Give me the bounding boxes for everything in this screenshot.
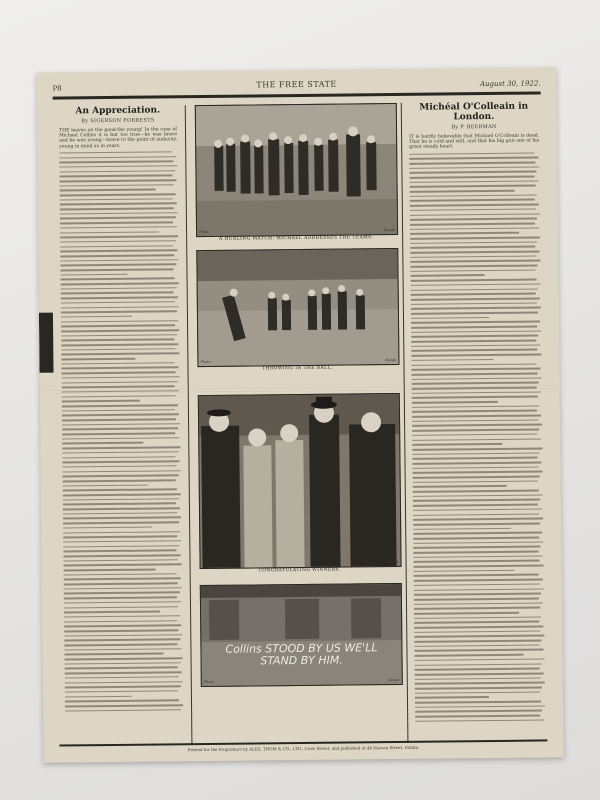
wall-slogan: Collins STOOD BY US WE'LL STAND BY HIM.: [225, 641, 378, 668]
photo-congratulating-winners: [198, 393, 402, 569]
text-line: [412, 387, 537, 390]
text-line: [60, 212, 178, 215]
text-line: [61, 367, 178, 370]
text-line: [61, 358, 135, 360]
text-line: [61, 325, 175, 328]
text-line: [413, 551, 538, 554]
text-line: [62, 456, 175, 459]
text-line: [410, 232, 519, 235]
text-line: [414, 597, 539, 600]
text-line: [65, 685, 181, 688]
text-line: [64, 601, 181, 604]
text-line: [63, 540, 181, 543]
photo-credit: Photo: [200, 359, 211, 365]
text-line: [413, 541, 543, 544]
text-line: [61, 353, 179, 356]
text-line: [412, 433, 537, 436]
text-line: [411, 297, 540, 300]
text-line: [61, 287, 177, 290]
text-line: [414, 630, 540, 633]
text-line: [412, 424, 542, 427]
text-line: [65, 676, 179, 679]
text-line: [60, 189, 156, 192]
text-line: [63, 465, 177, 468]
right-article-body: [409, 152, 545, 722]
photo-credit: Keogh: [388, 677, 400, 683]
text-line: [413, 522, 540, 525]
text-line: [413, 466, 539, 469]
text-line: [64, 582, 178, 585]
text-line: [414, 560, 540, 563]
text-line: [61, 320, 178, 323]
text-line: [63, 489, 177, 492]
text-line: [410, 241, 537, 244]
text-line: [412, 391, 541, 394]
text-line: [65, 657, 183, 660]
text-line: [62, 409, 175, 412]
text-line: [410, 260, 540, 263]
text-line: [61, 334, 177, 337]
text-line: [413, 546, 540, 549]
text-line: [415, 654, 524, 657]
text-line: [414, 621, 539, 624]
text-line: [61, 316, 132, 318]
text-line: [410, 208, 536, 211]
text-line: [414, 565, 544, 568]
text-line: [65, 690, 178, 693]
text-line: [409, 166, 539, 169]
text-line: [411, 288, 538, 291]
text-line: [64, 634, 182, 637]
text-line: [60, 179, 177, 182]
text-line: [414, 649, 543, 652]
text-line: [409, 171, 536, 174]
text-line: [65, 695, 132, 697]
text-line: [60, 221, 173, 224]
text-line: [413, 504, 538, 507]
text-line: [411, 317, 489, 319]
text-line: [414, 593, 541, 596]
text-line: [415, 686, 542, 689]
text-line: [65, 700, 179, 703]
text-line: [412, 405, 539, 408]
text-line: [59, 151, 172, 154]
text-line: [60, 217, 176, 220]
text-line: [62, 437, 179, 440]
text-line: [413, 461, 542, 464]
text-line: [64, 606, 178, 609]
text-line: [63, 503, 176, 506]
text-line: [61, 343, 178, 346]
text-line: [412, 452, 539, 455]
text-line: [62, 418, 176, 421]
text-line: [64, 615, 180, 618]
text-line: [62, 404, 178, 407]
text-line: [412, 447, 542, 450]
photo-credit: Keogh: [385, 357, 397, 363]
text-line: [62, 395, 176, 398]
text-line: [412, 401, 498, 403]
newspaper-page: [36, 67, 563, 762]
photo-throwing-ball: [196, 248, 399, 367]
text-line: [59, 170, 175, 173]
text-line: [413, 555, 542, 558]
photo-caption: A HURLING MATCH: MICHAEL ADDRESSES THE TEAMS.: [218, 235, 374, 242]
text-line: [415, 701, 541, 704]
text-line: [413, 471, 543, 474]
text-line: [60, 250, 177, 253]
text-line: [63, 535, 177, 538]
text-line: [64, 569, 156, 572]
text-line: [411, 340, 536, 343]
left-article-opening: THE leaves on the good-the young! In the case of Michael Collins it is but too true—he was brave and he was young—brave to the point of audacity, young in mind as in years.: [58, 127, 178, 150]
text-line: [415, 658, 545, 661]
text-line: [64, 653, 163, 656]
text-line: [63, 526, 152, 529]
photo-caption: CONGRATULATING WINNERS.: [258, 567, 341, 574]
text-line: [413, 490, 539, 493]
text-line: [412, 415, 541, 418]
text-line: [409, 152, 534, 155]
text-line: [410, 255, 536, 258]
text-line: [60, 207, 174, 210]
text-line: [63, 521, 179, 524]
text-line: [410, 194, 537, 197]
text-line: [59, 160, 173, 163]
text-line: [411, 344, 540, 347]
text-line: [410, 246, 535, 249]
text-line: [413, 518, 543, 521]
text-line: [63, 498, 179, 501]
text-line: [64, 592, 180, 595]
issue-date: August 30, 1922.: [479, 79, 541, 89]
text-line: [413, 536, 539, 539]
text-line: [412, 382, 539, 385]
text-line: [412, 438, 541, 441]
text-line: [411, 354, 541, 357]
text-line: [414, 579, 543, 582]
text-line: [413, 513, 539, 516]
text-line: [62, 428, 178, 431]
text-line: [415, 672, 544, 675]
text-line: [60, 198, 173, 201]
text-line: [63, 531, 180, 534]
right-article-title: Michéal O'Colleain in London.: [419, 101, 529, 123]
left-article-body: [59, 151, 183, 712]
text-line: [414, 640, 541, 643]
text-line: [414, 644, 539, 647]
text-line: [413, 494, 543, 497]
text-line: [63, 479, 176, 482]
photo-credit: Keogh: [383, 227, 396, 233]
text-line: [60, 226, 177, 229]
photo-credit: Keogh: [387, 559, 399, 565]
text-line: [62, 442, 143, 444]
text-line: [413, 476, 540, 479]
text-line: [61, 310, 177, 313]
text-line: [411, 283, 541, 286]
text-line: [65, 709, 181, 712]
text-line: [60, 259, 178, 262]
text-line: [413, 480, 538, 483]
photo-caption: THROWING IN THE BALL.: [262, 365, 333, 372]
text-line: [410, 227, 539, 230]
text-line: [414, 583, 540, 586]
text-line: [62, 460, 179, 463]
text-line: [62, 414, 179, 417]
printer-imprint: Printed for the Proprietors by ALEX. THOM & CO., LTD., Crow Street, and published at 44 Nassau Street, Dublin.: [187, 744, 420, 753]
text-line: [63, 554, 180, 557]
text-line: [61, 362, 174, 365]
text-line: [414, 616, 541, 619]
text-line: [59, 156, 176, 159]
text-line: [415, 677, 541, 680]
text-line: [65, 662, 181, 665]
photo-credit: Photo: [199, 229, 210, 235]
text-line: [413, 508, 542, 511]
text-line: [411, 330, 541, 333]
text-line: [414, 626, 543, 629]
text-line: [65, 667, 178, 670]
text-line: [415, 691, 540, 694]
text-line: [62, 446, 180, 449]
text-line: [412, 457, 537, 460]
text-line: [63, 475, 179, 478]
text-line: [412, 368, 541, 371]
text-line: [64, 578, 181, 581]
photo-credit: Photo: [203, 679, 215, 685]
text-line: [61, 292, 174, 295]
text-line: [415, 663, 542, 666]
text-line: [415, 705, 545, 708]
text-line: [60, 235, 178, 238]
text-line: [63, 517, 181, 520]
text-line: [411, 275, 485, 277]
column-rule-left: [185, 105, 193, 745]
text-line: [62, 451, 178, 454]
text-line: [62, 381, 178, 384]
text-line: [415, 682, 545, 685]
text-line: [64, 620, 177, 623]
text-line: [60, 193, 176, 196]
masthead-title: THE FREE STATE: [256, 79, 337, 90]
text-line: [410, 269, 535, 272]
left-article-title: An Appreciation.: [75, 105, 161, 117]
text-line: [60, 268, 173, 271]
text-line: [64, 625, 181, 628]
text-line: [60, 264, 176, 267]
text-line: [411, 293, 536, 296]
text-line: [414, 602, 543, 605]
text-line: [412, 443, 502, 446]
text-line: [412, 429, 539, 432]
text-line: [410, 265, 537, 268]
text-line: [62, 371, 176, 374]
photo-column: [195, 103, 400, 685]
text-line: [410, 251, 539, 254]
text-line: [63, 484, 148, 486]
text-line: [414, 588, 544, 591]
right-article-opening: IT is hardly believable that Michael O'Colleain is dead. That he is cold and still, and that his big gun one of his great steady heart.: [409, 133, 540, 151]
text-line: [414, 574, 539, 577]
text-line: [59, 175, 172, 178]
text-line: [64, 611, 160, 614]
text-line: [410, 199, 535, 202]
text-line: [61, 273, 128, 275]
photo-credit: Photo: [202, 561, 213, 567]
text-line: [413, 532, 542, 535]
text-line: [62, 376, 180, 379]
text-line: [63, 512, 177, 515]
text-line: [62, 400, 140, 402]
text-line: [415, 668, 540, 671]
text-line: [412, 410, 537, 413]
text-line: [64, 587, 182, 590]
text-line: [410, 222, 535, 225]
left-article-byline: By SIGERSON FORRESTS: [81, 117, 155, 125]
page-number: P8: [52, 84, 62, 93]
text-line: [411, 279, 537, 282]
text-line: [412, 372, 538, 375]
text-line: [412, 419, 538, 422]
text-line: [411, 302, 537, 305]
text-line: [414, 570, 515, 573]
text-line: [410, 190, 515, 193]
text-line: [60, 184, 174, 187]
text-line: [60, 203, 177, 206]
right-article: [409, 101, 546, 725]
text-line: [60, 254, 174, 257]
text-line: [61, 329, 179, 332]
photo-wall-slogan: [200, 583, 403, 687]
text-line: [410, 213, 540, 216]
text-line: [413, 499, 540, 502]
text-line: [411, 359, 493, 361]
photo-hurling-match: [195, 103, 398, 237]
text-line: [61, 278, 175, 281]
text-line: [60, 231, 159, 234]
text-line: [412, 377, 542, 380]
text-line: [63, 470, 181, 473]
right-article-byline: By P. BEERMAN: [451, 123, 497, 131]
text-line: [414, 635, 544, 638]
text-line: [415, 719, 544, 722]
text-line: [63, 507, 180, 510]
text-line: [65, 671, 182, 674]
text-line: [64, 596, 177, 599]
text-line: [409, 157, 538, 160]
text-line: [413, 485, 507, 488]
text-line: [411, 307, 541, 310]
text-line: [410, 176, 535, 179]
text-line: [415, 710, 542, 713]
text-line: [64, 629, 178, 632]
text-line: [59, 165, 177, 168]
text-line: [414, 612, 519, 615]
binding-strip: [39, 313, 54, 373]
text-line: [65, 681, 183, 684]
text-line: [65, 704, 183, 707]
text-line: [64, 559, 178, 562]
text-line: [62, 423, 180, 426]
text-line: [411, 326, 537, 329]
text-line: [61, 339, 174, 342]
text-line: [410, 236, 540, 239]
text-line: [64, 564, 182, 567]
text-line: [62, 385, 175, 388]
text-line: [63, 493, 181, 496]
text-line: [411, 363, 536, 366]
text-line: [61, 296, 178, 299]
text-line: [61, 348, 175, 351]
text-line: [413, 527, 511, 530]
text-line: [64, 639, 180, 642]
text-line: [60, 245, 173, 248]
text-line: [64, 643, 177, 646]
text-line: [64, 573, 177, 576]
text-line: [61, 282, 179, 285]
text-line: [61, 306, 179, 309]
text-line: [410, 204, 539, 207]
text-line: [411, 311, 538, 314]
text-line: [411, 335, 538, 338]
left-article: [59, 105, 183, 715]
text-line: [414, 607, 540, 610]
text-line: [62, 432, 175, 435]
text-line: [411, 321, 540, 324]
text-line: [410, 180, 539, 183]
text-line: [412, 396, 538, 399]
text-line: [62, 390, 179, 393]
text-line: [411, 349, 537, 352]
text-line: [61, 301, 175, 304]
text-line: [63, 545, 179, 548]
text-line: [409, 162, 535, 165]
text-line: [415, 715, 540, 718]
text-line: [410, 185, 536, 188]
text-line: [63, 550, 176, 553]
text-line: [415, 696, 489, 698]
text-line: [410, 218, 537, 221]
text-line: [60, 240, 176, 243]
text-line: [64, 648, 181, 651]
